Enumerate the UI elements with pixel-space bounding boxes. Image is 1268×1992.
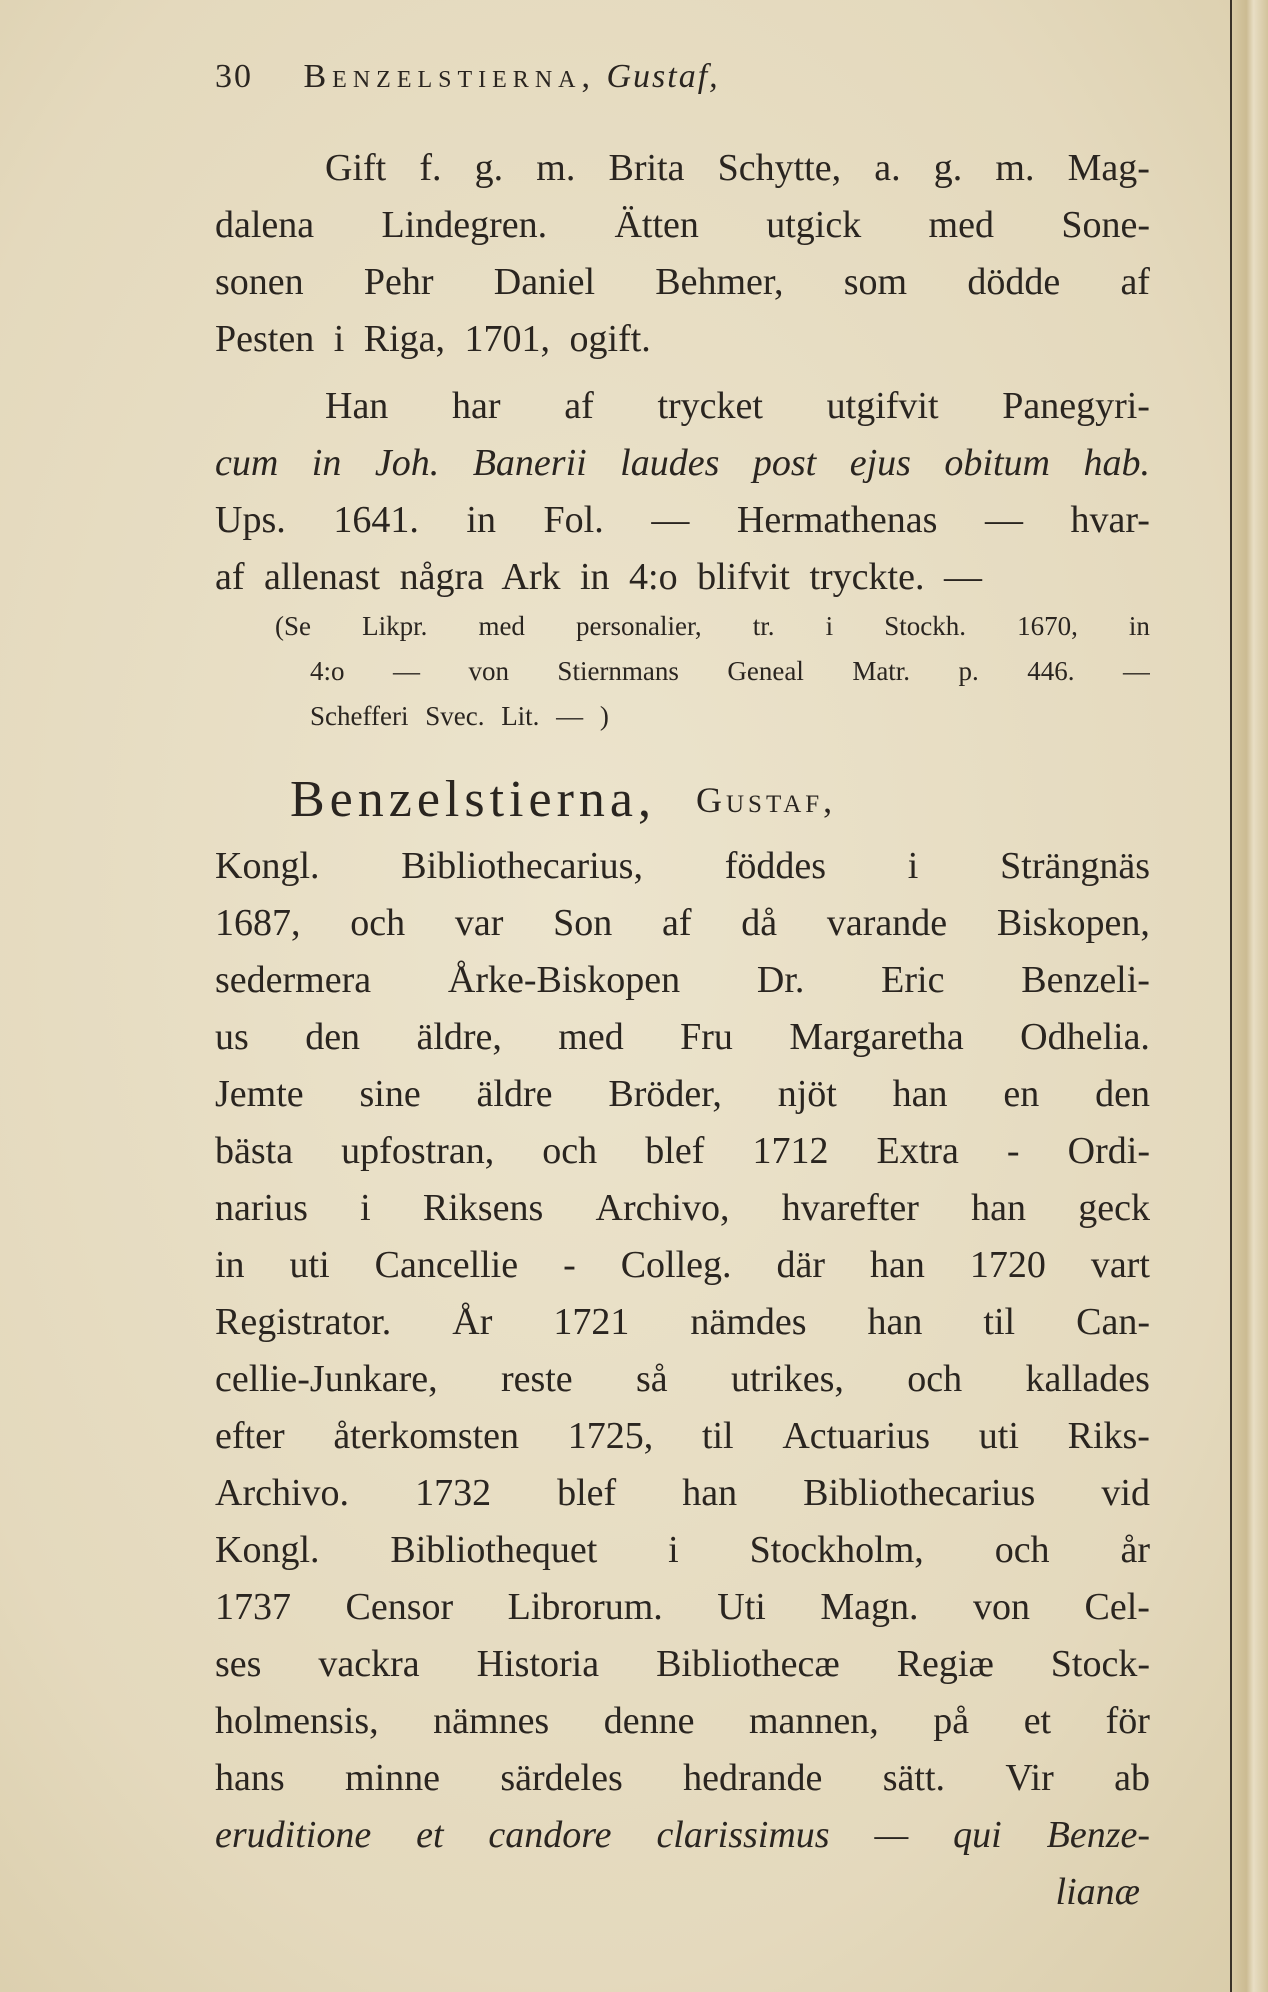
word: År <box>452 1301 493 1343</box>
word: minne <box>345 1757 440 1799</box>
word: den <box>305 1016 361 1058</box>
word: Colleg. <box>620 1244 732 1286</box>
word: sätt. <box>882 1757 946 1799</box>
word: obitum <box>944 442 1050 484</box>
word: har <box>452 385 501 427</box>
word: utgick <box>766 204 862 246</box>
word: post <box>752 442 817 484</box>
word: Stock- <box>1050 1643 1150 1685</box>
word: Bibliothecæ <box>656 1643 840 1685</box>
word: och <box>350 902 406 944</box>
word: Archivo. <box>215 1472 350 1514</box>
word: i <box>360 1187 371 1229</box>
word: m. <box>536 147 576 189</box>
word: in <box>311 442 342 484</box>
word: Benze- <box>1046 1814 1150 1856</box>
word: m. <box>995 147 1035 189</box>
text-line <box>215 1465 1150 1522</box>
word: 446. <box>1027 656 1075 686</box>
note-line: Schefferi Svec. Lit. — ) <box>310 701 609 731</box>
word: 1725, <box>567 1415 654 1457</box>
word: Mag- <box>1067 147 1150 189</box>
header-subtitle: Gustaf, <box>606 58 720 95</box>
word: var <box>454 902 504 944</box>
word: ses <box>215 1643 262 1685</box>
word: et <box>416 1814 444 1856</box>
word: han <box>971 1187 1026 1229</box>
word: 1721 <box>553 1301 630 1343</box>
word: eruditione <box>215 1814 372 1856</box>
word: Han <box>325 385 389 427</box>
word: Stiernmans <box>557 656 679 686</box>
word: von <box>973 1586 1031 1628</box>
text-line <box>215 952 1150 1009</box>
word: där <box>776 1244 826 1286</box>
catchword: lianæ <box>1055 1871 1140 1913</box>
text-line <box>215 435 1150 492</box>
word: 1732 <box>415 1472 492 1514</box>
word: Bröder, <box>608 1073 722 1115</box>
word: i <box>907 845 919 887</box>
word: efter <box>215 1415 285 1457</box>
note-line <box>215 649 1150 694</box>
paragraph-works <box>215 378 1150 606</box>
word: hvarefter <box>781 1187 919 1229</box>
word: äldre <box>476 1073 553 1115</box>
header-title: Benzelstierna, <box>303 58 596 95</box>
word: 1737 <box>215 1586 291 1628</box>
word: Ordi- <box>1067 1130 1150 1172</box>
word: han <box>867 1301 923 1343</box>
word: Magn. <box>820 1586 919 1628</box>
word: — <box>392 656 420 686</box>
word: g. <box>933 147 963 189</box>
word: vid <box>1101 1472 1150 1514</box>
word: Riksens <box>422 1187 544 1229</box>
word: Joh. <box>374 442 440 484</box>
word: clarissimus <box>656 1814 830 1856</box>
text-line <box>215 1180 1150 1237</box>
word: personalier, <box>576 611 702 641</box>
word: i <box>825 611 834 641</box>
word: Hermathenas <box>736 499 938 541</box>
word: Bibliothecarius <box>803 1472 1036 1514</box>
word: Banerii <box>472 442 587 484</box>
running-header <box>215 58 1015 118</box>
word: Panegyri- <box>1002 385 1150 427</box>
word: i <box>668 1529 679 1571</box>
word: nämdes <box>690 1301 807 1343</box>
word: p. <box>958 656 979 686</box>
word: — <box>984 499 1023 541</box>
word: år <box>1120 1529 1150 1571</box>
word: Cancellie <box>374 1244 519 1286</box>
word: candore <box>488 1814 612 1856</box>
note-line <box>215 604 1150 649</box>
word: cellie-Junkare, <box>215 1358 438 1400</box>
word: och <box>994 1529 1050 1571</box>
word: han <box>892 1073 948 1115</box>
word: - <box>563 1244 576 1286</box>
word: — <box>874 1814 909 1856</box>
word: 1687, <box>215 902 301 944</box>
word: blef <box>557 1472 617 1514</box>
word: Historia <box>476 1643 600 1685</box>
word: Archivo, <box>595 1187 730 1229</box>
word: (Se <box>275 611 311 641</box>
word: Matr. <box>852 656 911 686</box>
word: af <box>564 385 594 427</box>
word: Ätten <box>614 204 699 246</box>
word: til <box>701 1415 734 1457</box>
entry-heading <box>215 765 1150 835</box>
word: hedrande <box>683 1757 823 1799</box>
word: qui <box>953 1814 1002 1856</box>
word: en <box>1003 1073 1040 1115</box>
word: reste <box>500 1358 573 1400</box>
word: Eric <box>881 959 945 1001</box>
word: återkomsten <box>333 1415 520 1457</box>
word: Brita <box>608 147 685 189</box>
entry-given-name: Gustaf, <box>695 780 837 820</box>
word: 1712 <box>752 1130 829 1172</box>
word: Censor <box>345 1586 454 1628</box>
word: då <box>741 902 778 944</box>
word: uti <box>978 1415 1019 1457</box>
word: 4:o <box>310 656 345 686</box>
word: särdeles <box>500 1757 623 1799</box>
text-line <box>215 1408 1150 1465</box>
text-line <box>215 492 1150 549</box>
word: varande <box>826 902 948 944</box>
word: geck <box>1078 1187 1150 1229</box>
word: Stockh. <box>884 611 966 641</box>
word: Librorum. <box>507 1586 663 1628</box>
text-line <box>215 1237 1150 1294</box>
word: denne <box>603 1700 695 1742</box>
text-line <box>215 1807 1150 1864</box>
text-line: af allenast några Ark in 4:o blifvit tryckte. — <box>215 556 982 598</box>
word: af <box>661 902 692 944</box>
word: bästa <box>215 1130 294 1172</box>
word: Årke-Biskopen <box>447 959 681 1001</box>
word: Stockholm, <box>749 1529 924 1571</box>
word: til <box>983 1301 1016 1343</box>
word: och <box>542 1130 598 1172</box>
word: in <box>215 1244 245 1286</box>
word: in <box>466 499 496 541</box>
word: von <box>468 656 509 686</box>
word: Registrator. <box>215 1301 392 1343</box>
text-line <box>215 140 1150 197</box>
word: Behmer, <box>655 261 784 303</box>
word: vart <box>1090 1244 1150 1286</box>
paragraph-marriage <box>215 140 1150 368</box>
word: Fol. <box>543 499 604 541</box>
text-line <box>215 1294 1150 1351</box>
word: hvar- <box>1070 499 1150 541</box>
word: Dr. <box>756 959 805 1001</box>
word: ab <box>1114 1757 1150 1799</box>
text-line: Pesten i Riga, 1701, ogift. <box>215 318 651 360</box>
word: sedermera <box>215 959 372 1001</box>
text-line <box>215 1351 1150 1408</box>
word: dalena <box>215 204 315 246</box>
word: Fru <box>680 1016 733 1058</box>
references-note <box>215 604 1150 739</box>
word: Actuarius <box>782 1415 931 1457</box>
word: Jemte <box>215 1073 304 1115</box>
text-line <box>215 1750 1150 1807</box>
word: laudes <box>620 442 720 484</box>
word: sonen <box>215 261 304 303</box>
word: uti <box>289 1244 330 1286</box>
word: holmensis, <box>215 1700 379 1742</box>
word: hab. <box>1083 442 1150 484</box>
word: den <box>1095 1073 1150 1115</box>
text-line <box>215 1579 1150 1636</box>
word: med <box>558 1016 624 1058</box>
entry-body <box>215 838 1150 1921</box>
word: cum <box>215 442 279 484</box>
word: 1641. <box>333 499 419 541</box>
word: på <box>933 1700 970 1742</box>
word: in <box>1128 611 1150 641</box>
word: för <box>1105 1700 1150 1742</box>
word: Daniel <box>493 261 596 303</box>
word: mannen, <box>748 1700 879 1742</box>
text-line <box>215 1066 1150 1123</box>
word: Bibliothequet <box>390 1529 598 1571</box>
word: han <box>870 1244 925 1286</box>
word: hans <box>215 1757 285 1799</box>
word: - <box>1006 1130 1020 1172</box>
word: Kongl. <box>215 1529 320 1571</box>
word: med <box>478 611 525 641</box>
word: g. <box>474 147 504 189</box>
word: Vir <box>1005 1757 1054 1799</box>
word: et <box>1023 1700 1052 1742</box>
word: Pehr <box>363 261 434 303</box>
text-line <box>215 838 1150 895</box>
text-line <box>215 1009 1150 1066</box>
text-line <box>215 895 1150 952</box>
word: Benzeli- <box>1021 959 1150 1001</box>
word: Strängnäs <box>1000 845 1150 887</box>
word: Ups. <box>215 499 286 541</box>
word: narius <box>215 1187 308 1229</box>
text-line <box>215 1636 1150 1693</box>
word: vackra <box>318 1643 420 1685</box>
word: ejus <box>849 442 911 484</box>
word: Margaretha <box>789 1016 964 1058</box>
word: blef <box>645 1130 705 1172</box>
word: Bibliothecarius, <box>401 845 643 887</box>
word: Cel- <box>1084 1586 1150 1628</box>
word: Son <box>553 902 613 944</box>
word: a. <box>874 147 901 189</box>
word: Riks- <box>1067 1415 1150 1457</box>
word: us <box>215 1016 249 1058</box>
word: Biskopen, <box>996 902 1150 944</box>
word: — <box>1122 656 1150 686</box>
word: utrikes, <box>730 1358 844 1400</box>
word: som <box>843 261 908 303</box>
word: med <box>928 204 994 246</box>
page-edge <box>1230 0 1268 1992</box>
word: kallades <box>1025 1358 1150 1400</box>
word: Odhelia. <box>1020 1016 1150 1058</box>
word: utgifvit <box>826 385 939 427</box>
word: Regiæ <box>896 1643 994 1685</box>
word: — <box>651 499 690 541</box>
word: trycket <box>657 385 763 427</box>
word: Sone- <box>1061 204 1150 246</box>
word: upfostran, <box>341 1130 495 1172</box>
text-line <box>215 378 1150 435</box>
word: föddes <box>724 845 827 887</box>
word: Likpr. <box>362 611 428 641</box>
word: Lindegren. <box>381 204 548 246</box>
word: af <box>1120 261 1150 303</box>
word: njöt <box>777 1073 837 1115</box>
word: Gift <box>325 147 387 189</box>
text-line <box>215 254 1150 311</box>
word: Geneal <box>727 656 804 686</box>
word: sine <box>359 1073 421 1115</box>
page-number: 30 <box>215 58 253 95</box>
word: han <box>682 1472 738 1514</box>
text-line <box>215 197 1150 254</box>
word: Kongl. <box>215 845 320 887</box>
word: nämnes <box>433 1700 550 1742</box>
word: Can- <box>1076 1301 1150 1343</box>
word: Uti <box>717 1586 766 1628</box>
word: Schytte, <box>717 147 842 189</box>
text-line <box>215 1522 1150 1579</box>
word: och <box>907 1358 963 1400</box>
word: så <box>636 1358 668 1400</box>
word: 1720 <box>969 1244 1046 1286</box>
word: äldre, <box>416 1016 502 1058</box>
word: Extra <box>876 1130 959 1172</box>
word: tr. <box>752 611 775 641</box>
word: 1670, <box>1017 611 1078 641</box>
text-line <box>215 1123 1150 1180</box>
text-line <box>215 1693 1150 1750</box>
word: dödde <box>967 261 1061 303</box>
word: f. <box>419 147 442 189</box>
entry-name: Benzelstierna, <box>290 771 656 828</box>
